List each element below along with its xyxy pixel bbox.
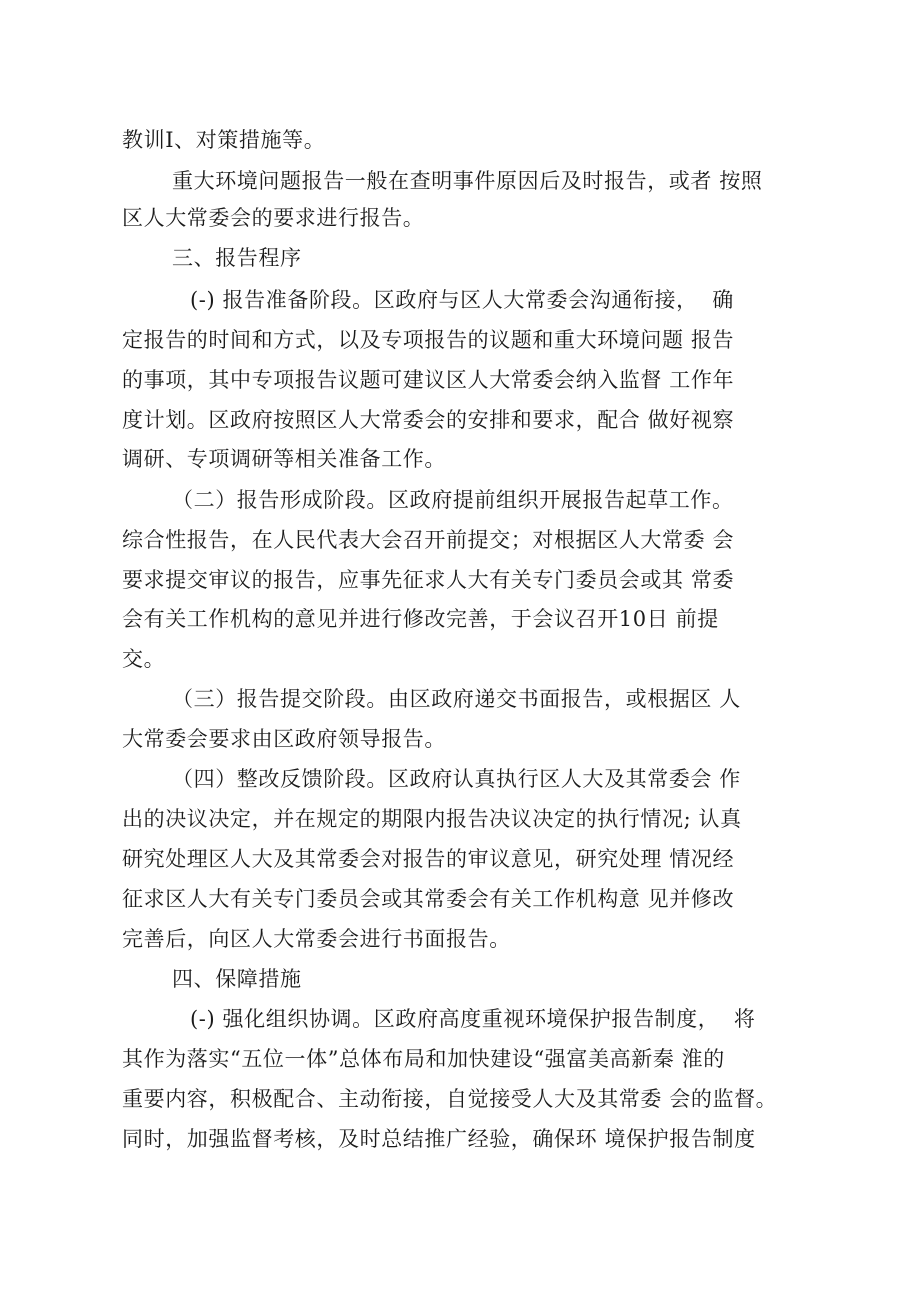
- paragraph-line: 其作为落实“五位一体”总体布局和加快建设“强富美高新秦 淮的: [122, 1047, 725, 1071]
- paragraph-line: 定报告的时间和方式，以及专项报告的议题和重大环境问题 报告: [122, 328, 735, 352]
- paragraph-line: 交。: [122, 647, 166, 671]
- paragraph-line: 征求区人大有关专门委员会或其常委会有关工作机构意 见并修改: [122, 887, 735, 911]
- paragraph-line: 重大环境问题报告一般在查明事件原因后及时报告，或者 按照: [172, 169, 763, 193]
- paragraph-line: 度计划。区政府按照区人大常委会的安排和要求，配合 做好视察: [122, 408, 735, 432]
- paragraph-line: 会有关工作机构的意见并进行修改完善，于会议召开10日 前提: [122, 607, 719, 631]
- paragraph-line: 调研、专项调研等相关准备工作。: [122, 447, 446, 471]
- paragraph-line: 完善后，向区人大常委会进行书面报告。: [122, 927, 511, 951]
- paragraph-line: （四）整改反馈阶段。区政府认真执行区人大及其常委会 作: [172, 767, 741, 791]
- paragraph-line: (-) 强化组织协调。区政府高度重视环境保护报告制度， 将: [190, 1007, 756, 1031]
- paragraph-line: 要求提交审议的报告，应事先征求人大有关专门委员会或其 常委: [122, 568, 735, 592]
- paragraph-line: 大常委会要求由区政府领导报告。: [122, 727, 446, 751]
- paragraph-line: 区人大常委会的要求进行报告。: [122, 206, 425, 230]
- paragraph-line: (-) 报告准备阶段。区政府与区人大常委会沟通衔接， 确: [190, 288, 734, 312]
- paragraph-line: （三）报告提交阶段。由区政府递交书面报告，或根据区 人: [172, 687, 741, 711]
- paragraph-line: 综合性报告，在人民代表大会召开前提交；对根据区人大常委 会: [122, 528, 735, 552]
- paragraph-line: 重要内容，积极配合、主动衔接，自觉接受人大及其常委 会的监督。: [122, 1087, 778, 1111]
- paragraph-line: 的事项，其中专项报告议题可建议区人大常委会纳入监督 工作年: [122, 368, 735, 392]
- paragraph-line: 出的决议决定，并在规定的期限内报告决议决定的执行情况; 认真: [122, 807, 742, 831]
- paragraph-line: 教训I、对策措施等。: [122, 128, 326, 152]
- paragraph-line: （二）报告形成阶段。区政府提前组织开展报告起草工作。: [172, 488, 734, 512]
- section-heading: 三、报告程序: [172, 246, 302, 270]
- paragraph-line: 同时，加强监督考核，及时总结推广经验，确保环 境保护报告制度: [122, 1127, 756, 1151]
- section-heading: 四、保障措施: [172, 967, 302, 991]
- paragraph-line: 研究处理区人大及其常委会对报告的审议意见，研究处理 情况经: [122, 847, 735, 871]
